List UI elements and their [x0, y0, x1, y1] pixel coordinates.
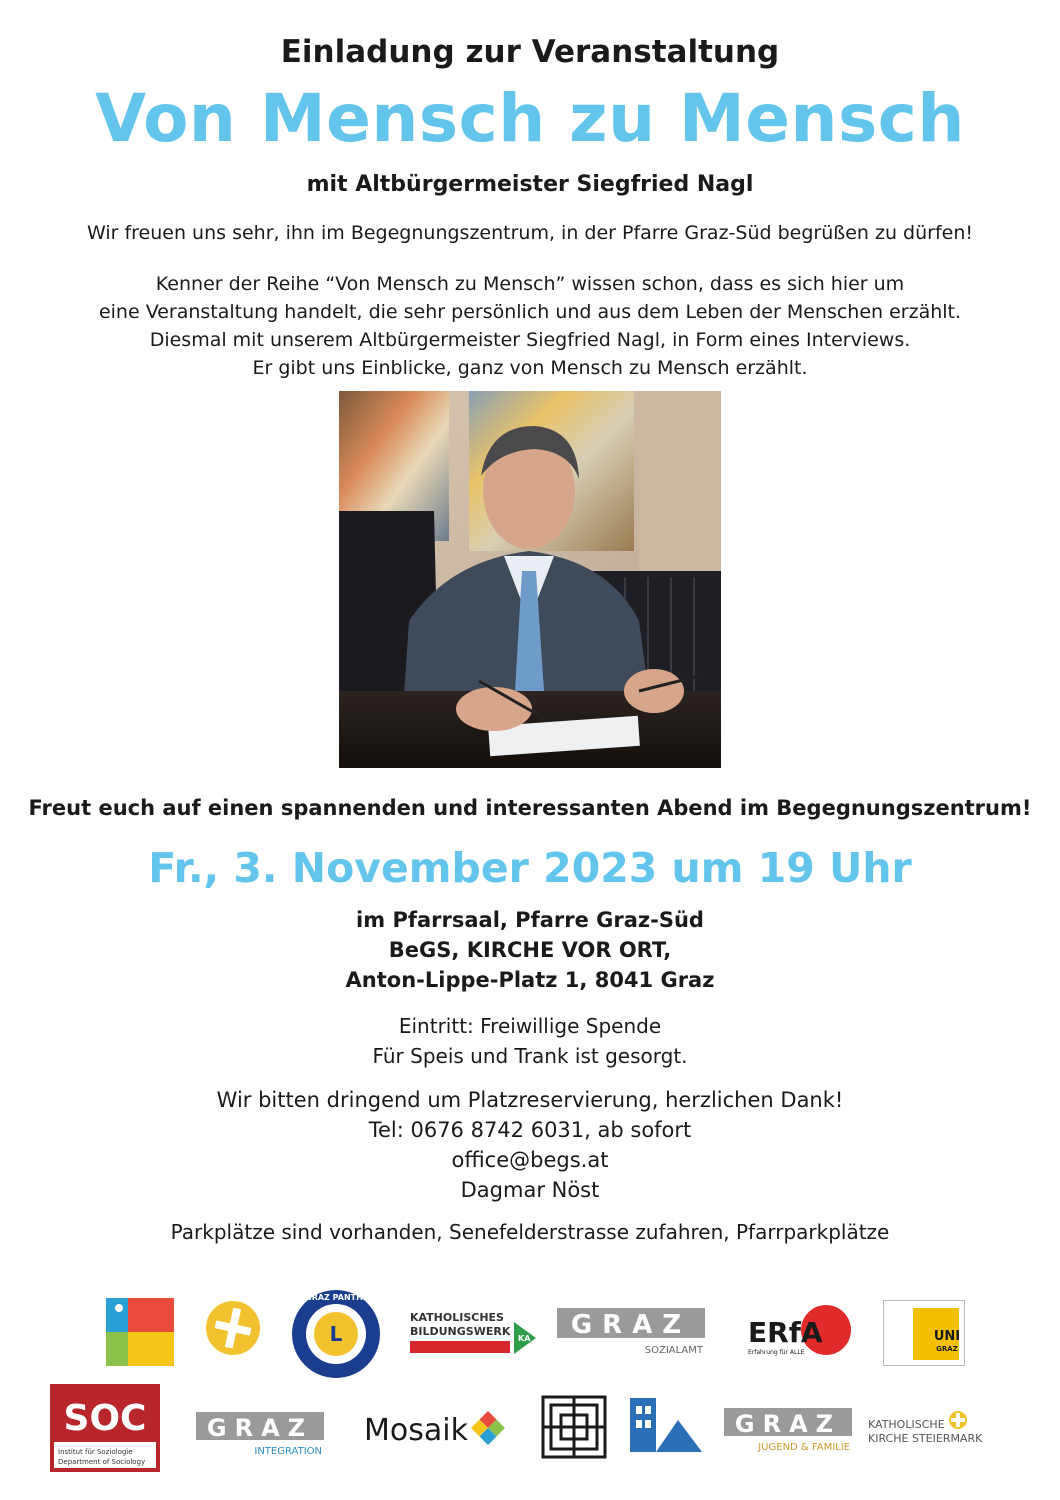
kirche-line2: KIRCHE STEIERMARK	[868, 1432, 983, 1445]
soc-word: SOC	[63, 1398, 147, 1439]
kirche-line1: KATHOLISCHE	[868, 1418, 945, 1431]
phone-number: Tel: 0676 8742 6031, ab sofort	[368, 1118, 692, 1142]
graz-jugend-logo	[724, 1408, 852, 1454]
graz-sozialamt-logo	[557, 1308, 705, 1358]
graz-integration-logo	[196, 1412, 324, 1458]
house-mountain-logo	[628, 1396, 704, 1454]
event-subtitle: mit Altbürgermeister Siegfried Nagl	[306, 172, 754, 197]
uni-line2: GRAZ	[936, 1345, 958, 1353]
reservation-note: Wir bitten dringend um Platzreservierung, herzlichen Dank!	[216, 1088, 844, 1112]
mosaik-logo	[364, 1410, 508, 1446]
colorful-blocks-logo	[106, 1298, 174, 1366]
graz-word: GRAZ	[570, 1310, 692, 1340]
kbw-badge: KA	[518, 1334, 531, 1343]
uni-graz-logo	[883, 1300, 965, 1366]
jugend-label: JUGEND & FAMILIE	[758, 1442, 850, 1453]
description-line: Er gibt uns Einblicke, ganz von Mensch zu Mensch erzählt.	[252, 357, 808, 379]
event-title: Von Mensch zu Mensch	[95, 80, 965, 157]
venue-line: im Pfarrsaal, Pfarre Graz-Süd	[356, 908, 704, 932]
soc-line2: Department of Sociology	[58, 1458, 146, 1466]
erfa-logo	[744, 1304, 856, 1360]
kbw-line1: KATHOLISCHES	[410, 1311, 504, 1324]
graz-word: GRAZ	[206, 1414, 314, 1442]
cross-circle-logo	[205, 1300, 261, 1356]
contact-person: Dagmar Nöst	[460, 1178, 600, 1202]
entry-line: Eintritt: Freiwillige Spende	[398, 1014, 662, 1038]
email-address: office@begs.at	[451, 1148, 609, 1172]
erfa-word: ERfA	[748, 1316, 823, 1349]
intro-text: Wir freuen uns sehr, ihn im Begegnungszentrum, in der Pfarre Graz-Süd begrüßen zu dürfen!	[86, 222, 974, 244]
soc-line1: Institut für Soziologie	[58, 1448, 133, 1456]
event-kicker: Einladung zur Veranstaltung	[280, 34, 780, 70]
grid-symbol-logo	[541, 1395, 607, 1459]
venue-line: BeGS, KIRCHE VOR ORT,	[388, 938, 672, 962]
katholische-kirche-logo	[866, 1408, 1010, 1448]
portrait-photo	[339, 391, 721, 768]
sozialamt-label: SOZIALAMT	[644, 1345, 703, 1356]
kbw-line2: BILDUNGSWERK	[410, 1325, 511, 1338]
contact-info	[0, 1085, 1060, 1205]
parking-note: Parkplätze sind vorhanden, Senefelderstrasse zufahren, Pfarrparkplätze	[170, 1220, 890, 1244]
entry-info	[0, 1011, 1060, 1071]
mosaik-word: Mosaik	[364, 1413, 468, 1446]
graz-word: GRAZ	[734, 1410, 842, 1438]
venue-line: Anton-Lippe-Platz 1, 8041 Graz	[345, 968, 715, 992]
description-line: eine Veranstaltung handelt, die sehr persönlich und aus dem Leben der Menschen erzählt.	[98, 301, 962, 323]
uni-line1: UNI	[933, 1329, 961, 1344]
soc-logo	[50, 1384, 160, 1472]
lions-label: LC GRAZ PANTHERA	[291, 1293, 381, 1302]
erfa-tagline: Erfahrung für ALLE	[748, 1349, 805, 1356]
description-line: Diesmal mit unserem Altbürgermeister Siegfried Nagl, in Form eines Interviews.	[149, 329, 911, 351]
event-date: Fr., 3. November 2023 um 19 Uhr	[148, 844, 912, 892]
venue-address	[0, 905, 1060, 995]
integration-label: INTEGRATION	[254, 1446, 322, 1457]
lions-club-logo	[290, 1288, 382, 1380]
svg-text:L: L	[329, 1322, 343, 1346]
teaser-text: Freut euch auf einen spannenden und interessanten Abend im Begegnungszentrum!	[28, 796, 1032, 820]
entry-line: Für Speis und Trank ist gesorgt.	[372, 1044, 688, 1068]
description-line: Kenner der Reihe “Von Mensch zu Mensch” wissen schon, dass es sich hier um	[155, 273, 905, 295]
description	[0, 270, 1060, 382]
bildungswerk-logo	[410, 1308, 538, 1358]
